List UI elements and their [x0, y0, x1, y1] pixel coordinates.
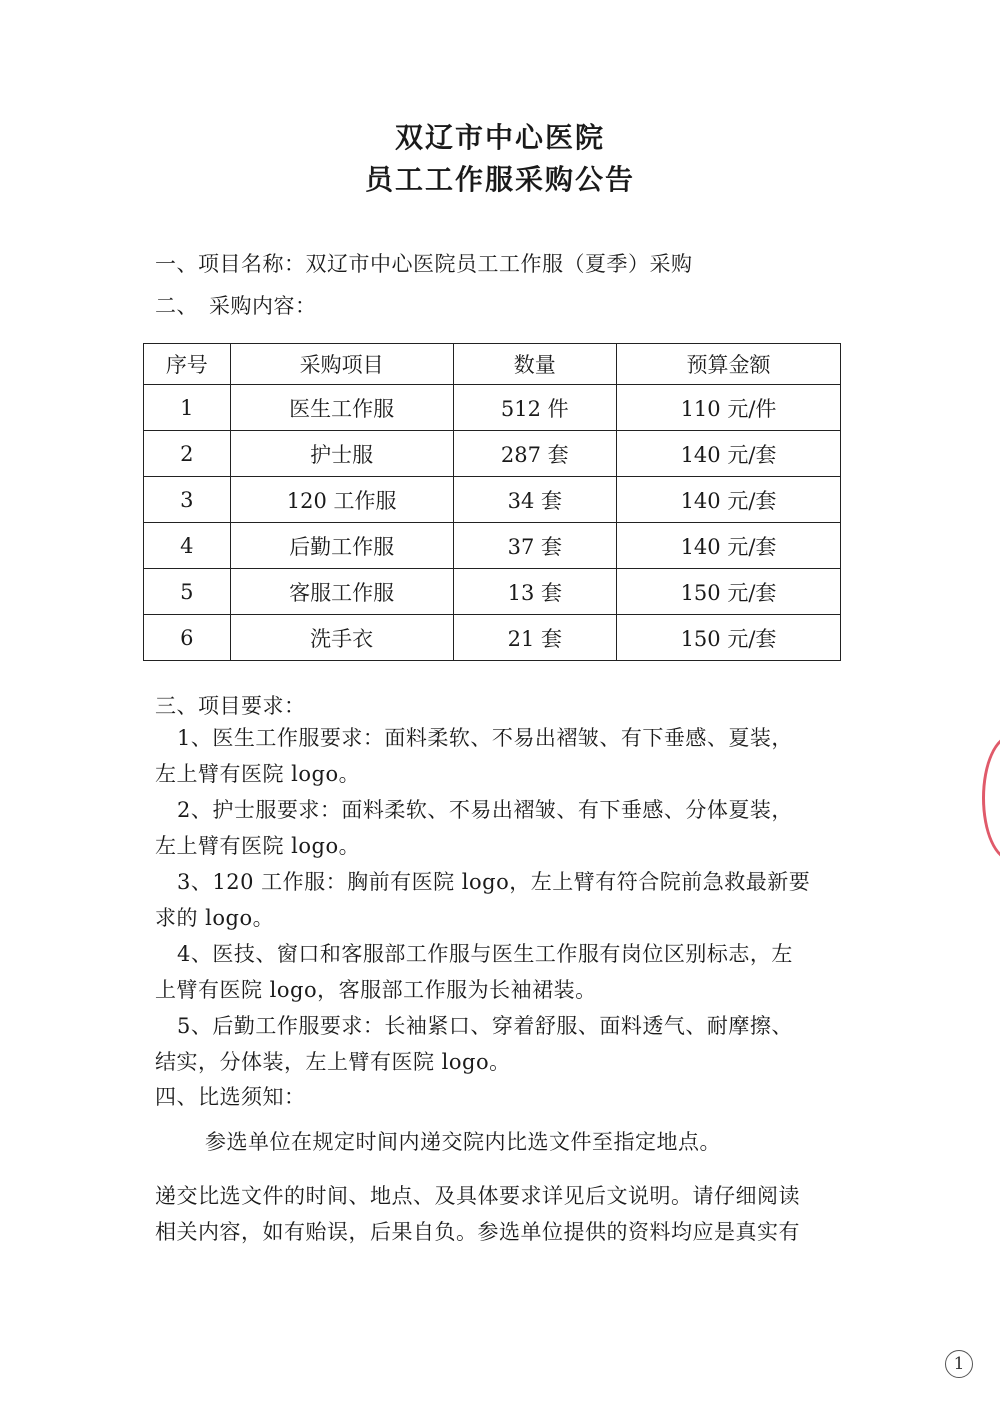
cell-quantity: 21 套: [453, 615, 616, 661]
purchase-table: [143, 343, 841, 661]
requirement-2-line1: 2、护士服要求：面料柔软、不易出褶皱、有下垂感、分体夏装，: [177, 798, 793, 822]
cell-seq: 4: [144, 523, 231, 569]
requirement-2-line2: 左上臂有医院 logo。: [155, 834, 361, 858]
requirement-4-line1: 4、医技、窗口和客服部工作服与医生工作服有岗位区别标志，左: [177, 942, 793, 966]
cell-item: 洗手衣: [230, 615, 453, 661]
announcement-title: 员工工作服采购公告: [364, 163, 635, 196]
table-row: [144, 523, 841, 569]
table-row: [144, 615, 841, 661]
table-row: [144, 569, 841, 615]
notice-paragraph-1: 参选单位在规定时间内递交院内比选文件至指定地点。: [205, 1130, 721, 1154]
requirement-5-line2: 结实，分体装，左上臂有医院 logo。: [155, 1050, 511, 1074]
requirement-3-line2: 求的 logo。: [155, 906, 275, 930]
cell-budget: 140 元/套: [616, 523, 840, 569]
cell-item: 120 工作服: [230, 477, 453, 523]
cell-item: 医生工作服: [230, 385, 453, 431]
hospital-title: 双辽市中心医院: [394, 121, 605, 154]
purchase-content-heading: 二、 采购内容：: [155, 294, 317, 318]
cell-quantity: 13 套: [453, 569, 616, 615]
cell-budget: 140 元/套: [616, 477, 840, 523]
table-header-row: [144, 344, 841, 385]
cell-quantity: 37 套: [453, 523, 616, 569]
notice-heading: 四、比选须知：: [155, 1085, 306, 1109]
notice-paragraph-2-line2: 相关内容，如有贻误，后果自负。参选单位提供的资料均应是真实有: [155, 1220, 800, 1244]
requirement-5-line1: 5、后勤工作服要求：长袖紧口、穿着舒服、面料透气、耐摩擦、: [177, 1014, 793, 1038]
table-row: [144, 385, 841, 431]
cell-quantity: 34 套: [453, 477, 616, 523]
project-name: 一、项目名称：双辽市中心医院员工工作服（夏季）采购: [155, 252, 693, 276]
header-item: 采购项目: [230, 344, 453, 385]
cell-budget: 150 元/套: [616, 569, 840, 615]
table-row: [144, 477, 841, 523]
red-seal-stamp: [982, 735, 1000, 861]
cell-budget: 150 元/套: [616, 615, 840, 661]
requirement-1-line1: 1、医生工作服要求：面料柔软、不易出褶皱、有下垂感、夏装，: [177, 726, 793, 750]
cell-item: 后勤工作服: [230, 523, 453, 569]
cell-item: 客服工作服: [230, 569, 453, 615]
header-budget: 预算金额: [616, 344, 840, 385]
cell-quantity: 512 件: [453, 385, 616, 431]
cell-seq: 2: [144, 431, 231, 477]
requirement-1-line2: 左上臂有医院 logo。: [155, 762, 361, 786]
page-number: 1: [945, 1350, 973, 1378]
notice-paragraph-2-line1: 递交比选文件的时间、地点、及具体要求详见后文说明。请仔细阅读: [155, 1184, 800, 1208]
cell-seq: 1: [144, 385, 231, 431]
cell-budget: 110 元/件: [616, 385, 840, 431]
cell-seq: 5: [144, 569, 231, 615]
requirement-4-line2: 上臂有医院 logo，客服部工作服为长袖裙装。: [155, 978, 597, 1002]
cell-seq: 3: [144, 477, 231, 523]
requirements-heading: 三、项目要求：: [155, 694, 306, 718]
cell-item: 护士服: [230, 431, 453, 477]
header-quantity: 数量: [453, 344, 616, 385]
table-row: [144, 431, 841, 477]
cell-quantity: 287 套: [453, 431, 616, 477]
header-seq: 序号: [144, 344, 231, 385]
cell-budget: 140 元/套: [616, 431, 840, 477]
cell-seq: 6: [144, 615, 231, 661]
requirement-3-line1: 3、120 工作服：胸前有医院 logo，左上臂有符合院前急救最新要: [177, 870, 811, 894]
